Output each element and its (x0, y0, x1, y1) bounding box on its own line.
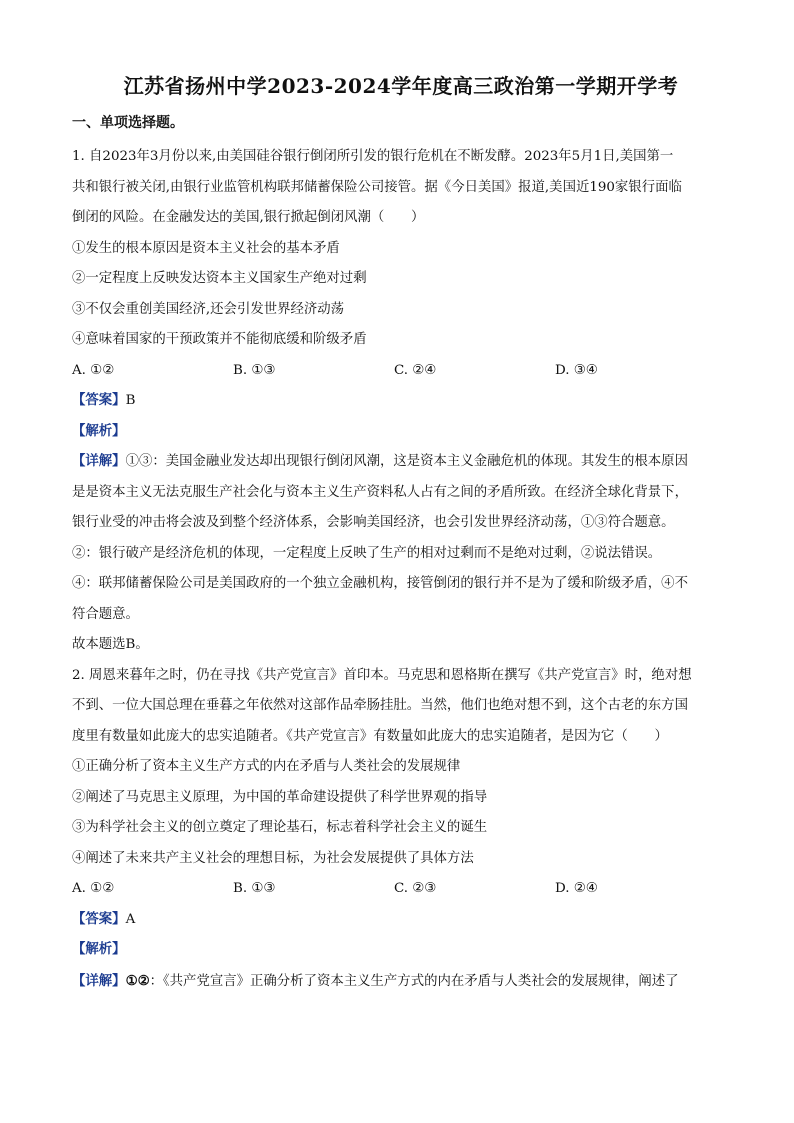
q2-stem-line: 不到、一位大国总理在垂暮之年依然对这部作品牵肠挂肚。当然，他们也绝对想不到，这个古老的东方国 (72, 698, 688, 713)
q1-choice-d: D. ③④ (555, 362, 598, 378)
q1-choice-b: B. ①③ (233, 362, 276, 378)
q1-stem-line: 倒闭的风险。在金融发达的美国,银行掀起倒闭风潮（ ） (72, 210, 425, 225)
q2-choice-b: B. ①③ (233, 881, 276, 896)
q2-choice-a: A. ①② (72, 881, 115, 896)
q1-option: ②一定程度上反映发达资本主义国家生产绝对过剩 (72, 271, 367, 286)
q1-conclusion: 故本题选B。 (72, 637, 149, 652)
q1-analysis-label: 【解析】 (72, 423, 126, 439)
q2-analysis-label: 【解析】 (72, 942, 126, 957)
q1-detail-line (72, 447, 730, 478)
q1-answer-row (72, 386, 730, 417)
q2-stem-line: 2. 周恩来暮年之时，仍在寻找《共产党宣言》首印本。马克思和恩格斯在撰写《共产党宣言》时，绝对想 (72, 667, 692, 683)
q1-detail-line: 符合题意。 (72, 606, 139, 622)
q2-detail-line (72, 966, 730, 998)
q1-detail-line: 银行业受的冲击将会波及到整个经济体系，会影响美国经济，也会引发世界经济动荡，①③符合题意。 (72, 515, 675, 530)
q2-answer-value: A (125, 911, 136, 927)
q1-choice-c: C. ②④ (394, 362, 437, 378)
q1-detail-line: ②：银行破产是经济危机的体现，一定程度上反映了生产的相对过剩而不是绝对过剩，②说法错误。 (72, 545, 662, 561)
q1-detail-label: 【详解】 (72, 454, 126, 469)
page-title: 江苏省扬州中学2023-2024学年度高三政治第一学期开学考 (123, 74, 679, 98)
question-2 (72, 661, 730, 998)
q1-option: ①发生的根本原因是资本主义社会的基本矛盾 (72, 240, 340, 256)
q1-answer-value: B (125, 393, 136, 408)
q1-detail-text: ①③：美国金融业发达却出现银行倒闭风潮，这是资本主义金融危机的体现。其发生的根本原因 (125, 454, 688, 469)
q1-stem-line: 共和银行被关闭,由银行业监管机构联邦储蓄保险公司接管。据《今日美国》报道,美国近190家银行面临 (72, 179, 682, 195)
q2-detail-text: ：《共产党宣言》正确分析了资本主义生产方式的内在矛盾与人类社会的发展规律，阐述了 (149, 973, 679, 989)
q2-option: ④阐述了未来共产主义社会的理想目标，为社会发展提供了具体方法 (72, 850, 474, 866)
q1-analysis-row (72, 417, 730, 448)
q2-choice-c: C. ②③ (394, 881, 437, 896)
q1-option: ③不仅会重创美国经济,还会引发世界经济动荡 (72, 301, 345, 317)
q1-choices (72, 356, 730, 387)
q2-stem-line: 度里有数量如此庞大的忠实追随者。《共产党宣言》有数量如此庞大的忠实追随者，是因为它（ ） (72, 728, 668, 744)
section-heading: 一、单项选择题。 (72, 115, 184, 131)
q2-analysis-row (72, 935, 730, 966)
q1-stem-line: 1. 自2023年3月份以来,由美国硅谷银行倒闭所引发的银行危机在不断发酵。2023年5月1日,美国第一 (72, 149, 674, 164)
q2-option: ①正确分析了资本主义生产方式的内在矛盾与人类社会的发展规律 (72, 759, 461, 774)
q1-detail-line: ④：联邦储蓄保险公司是美国政府的一个独立金融机构，接管倒闭的银行并不是为了缓和阶级矛盾，④不 (72, 576, 688, 591)
q2-answer-label: 【答案】 (72, 911, 126, 927)
q1-detail-line: 是是资本主义无法克服生产社会化与资本主义生产资料私人占有之间的矛盾所致。在经济全球化背景下， (72, 484, 688, 500)
q2-answer-row (72, 905, 730, 936)
q2-choice-d: D. ②④ (555, 881, 598, 896)
q2-detail-prefix: ①② (125, 972, 150, 989)
question-1 (72, 142, 730, 661)
q2-option: ②阐述了马克思主义原理，为中国的革命建设提供了科学世界观的指导 (72, 789, 488, 805)
q1-option: ④意味着国家的干预政策并不能彻底缓和阶级矛盾 (72, 332, 367, 347)
q2-detail-label: 【详解】 (72, 973, 126, 989)
q2-option: ③为科学社会主义的创立奠定了理论基石，标志着科学社会主义的诞生 (72, 820, 488, 835)
q2-choices (72, 874, 730, 905)
q1-choice-a: A. ①② (72, 362, 115, 378)
q1-answer-label: 【答案】 (72, 393, 126, 408)
